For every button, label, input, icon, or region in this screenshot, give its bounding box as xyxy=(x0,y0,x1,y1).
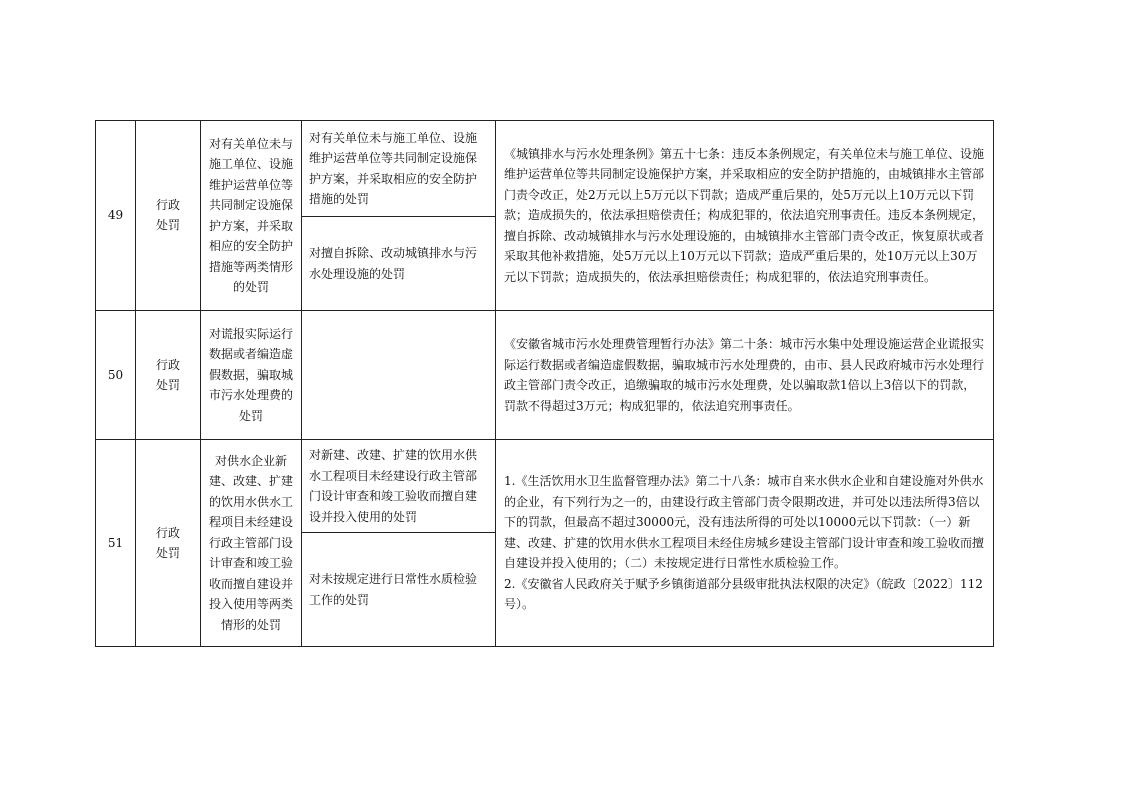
legal-basis-line: 1.《生活饮用水卫生监督管理办法》第二十八条：城市自来水供水企业和自建设施对外供水的企业，有下列行为之一的，由建设行政主管部门责令限期改进，并可处以违法所得3倍以下的罚款，但最高不超过30000元，没有违法所得的可处以10000元以下罚款：（一）新建、改建、扩建的饮用水供水工程项目未经住房城乡建设主管部门设计审查和竣工验收而擅自建设并投入使用的；（二）未按规定进行日常性水质检验工作。 xyxy=(504,474,985,571)
category-label: 行政处罚 xyxy=(155,198,180,233)
legal-basis-line: 2.《安徽省人民政府关于赋予乡镇街道部分县级审批执法权限的决定》（皖政〔2022〕112号）。 xyxy=(504,576,983,612)
subitem xyxy=(302,311,496,440)
category-label: 行政处罚 xyxy=(155,525,180,560)
table-row xyxy=(96,121,994,217)
row-number: 51 xyxy=(96,440,136,647)
table-row xyxy=(96,311,994,440)
item-name: 对有关单位未与施工单位、设施维护运营单位等共同制定设施保护方案，并采取相应的安全防护措施等两类情形的处罚 xyxy=(201,121,302,311)
legal-basis: 《城镇排水与污水处理条例》第五十七条：违反本条例规定，有关单位未与施工单位、设施维护运营单位等共同制定设施保护方案，并采取相应的安全防护措施的，由城镇排水主管部门责令改正，处2万元以上5万元以下罚款；造成严重后果的，处5万元以上10万元以下罚款；造成损失的，依法承担赔偿责任；构成犯罪的，依法追究刑事责任。违反本条例规定，擅自拆除、改动城镇排水与污水处理设施的，由城镇排水主管部门责令改正，恢复原状或者采取其他补救措施，处5万元以上10万元以下罚款；造成严重后果的，处10万元以上30万元以下罚款；造成损失的，依法承担赔偿责任；构成犯罪的，依法追究刑事责任。 xyxy=(496,121,994,311)
subitem: 对未按规定进行日常性水质检验工作的处罚 xyxy=(302,533,496,647)
subitem: 对有关单位未与施工单位、设施维护运营单位等共同制定设施保护方案，并采取相应的安全防护措施的处罚 xyxy=(302,121,496,217)
row-number: 49 xyxy=(96,121,136,311)
subitem: 对新建、改建、扩建的饮用水供水工程项目未经建设行政主管部门设计审查和竣工验收而擅自建设并投入使用的处罚 xyxy=(302,440,496,533)
legal-basis: 《安徽省城市污水处理费管理暂行办法》第二十条：城市污水集中处理设施运营企业谎报实际运行数据或者编造虚假数据，骗取城市污水处理费的，由市、县人民政府城市污水处理行政主管部门责令改正，追缴骗取的城市污水处理费，处以骗取款1倍以上3倍以下的罚款，罚款不得超过3万元；构成犯罪的，依法追究刑事责任。 xyxy=(496,311,994,440)
subitem: 对擅自拆除、改动城镇排水与污水处理设施的处罚 xyxy=(302,217,496,311)
enforcement-table xyxy=(95,120,994,647)
item-name: 对谎报实际运行数据或者编造虚假数据，骗取城市污水处理费的处罚 xyxy=(201,311,302,440)
legal-basis xyxy=(496,440,994,647)
table-row xyxy=(96,440,994,533)
row-number: 50 xyxy=(96,311,136,440)
category-label: 行政处罚 xyxy=(155,357,180,392)
item-name: 对供水企业新建、改建、扩建的饮用水供水工程项目未经建设行政主管部门设计审查和竣工验收而擅自建设并投入使用等两类情形的处罚 xyxy=(201,440,302,647)
